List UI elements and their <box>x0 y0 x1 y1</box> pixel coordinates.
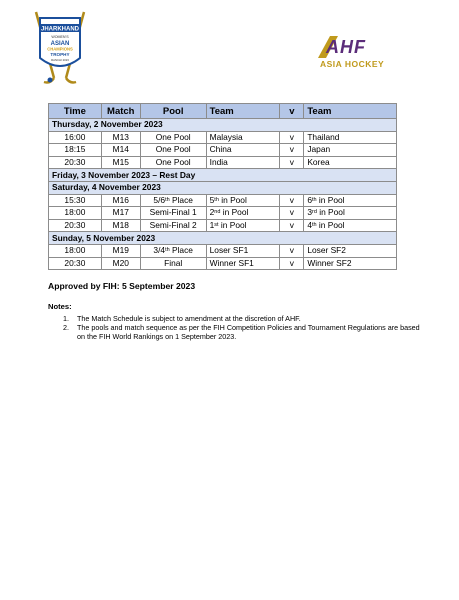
table-row <box>49 244 397 257</box>
day-label: Sunday, 5 November 2023 <box>49 232 397 245</box>
cell-match: M14 <box>101 144 140 157</box>
cell-match: M19 <box>101 244 140 257</box>
match-schedule-table <box>48 103 397 270</box>
note-number: 1. <box>63 314 69 323</box>
cell-time: 18:15 <box>49 144 102 157</box>
col-header-pool: Pool <box>140 104 206 119</box>
col-header-team: Team <box>206 104 280 119</box>
day-row <box>49 181 397 194</box>
cell-team2: Japan <box>304 144 397 157</box>
cell-pool: One Pool <box>140 131 206 144</box>
cell-match: M17 <box>101 207 140 220</box>
cell-v: v <box>280 156 304 169</box>
day-row <box>49 169 397 182</box>
cell-team1: Loser SF1 <box>206 244 280 257</box>
logo-line-ranchi: RANCHI 2023 <box>51 58 69 62</box>
cell-team1: 2nd in Pool <box>206 207 280 220</box>
col-header-team: Team <box>304 104 397 119</box>
cell-team2: Korea <box>304 156 397 169</box>
cell-team1: Malaysia <box>206 131 280 144</box>
cell-match: M15 <box>101 156 140 169</box>
table-row <box>49 156 397 169</box>
note-text: The Match Schedule is subject to amendment at the discretion of AHF. <box>77 314 301 323</box>
cell-time: 18:00 <box>49 244 102 257</box>
cell-time: 20:30 <box>49 219 102 232</box>
cell-team1: 1st in Pool <box>206 219 280 232</box>
cell-pool: 3/4th Place <box>140 244 206 257</box>
cell-match: M18 <box>101 219 140 232</box>
notes-list <box>48 314 428 341</box>
cell-v: v <box>280 144 304 157</box>
day-label: Thursday, 2 November 2023 <box>49 119 397 132</box>
tournament-logo <box>30 8 90 88</box>
cell-time: 20:30 <box>49 156 102 169</box>
table-header-row <box>49 104 397 119</box>
cell-team1: Winner SF1 <box>206 257 280 270</box>
cell-team2: 4th in Pool <box>304 219 397 232</box>
table-row <box>49 219 397 232</box>
logo-line-asian: ASIAN <box>50 41 70 47</box>
cell-team1: China <box>206 144 280 157</box>
cell-match: M16 <box>101 194 140 207</box>
table-row <box>49 257 397 270</box>
cell-team2: Thailand <box>304 131 397 144</box>
table-row <box>49 131 397 144</box>
day-label: Friday, 3 November 2023 – Rest Day <box>49 169 397 182</box>
col-header-time: Time <box>49 104 102 119</box>
cell-v: v <box>280 219 304 232</box>
cell-pool: Final <box>140 257 206 270</box>
cell-time: 18:00 <box>49 207 102 220</box>
approval-statement: Approved by FIH: 5 September 2023 <box>48 281 196 291</box>
table-row <box>49 144 397 157</box>
day-row <box>49 232 397 245</box>
cell-match: M13 <box>101 131 140 144</box>
day-row <box>49 119 397 132</box>
ahf-logo-text: AHF <box>326 37 366 57</box>
day-label: Saturday, 4 November 2023 <box>49 181 397 194</box>
logo-line-jharkhand: JHARKHAND <box>40 26 80 33</box>
note-text: The pools and match sequence as per the FIH Competition Policies and Tournament Regulations are based on the FIH World Rankings on 1 September 2023. <box>77 323 420 341</box>
cell-pool: One Pool <box>140 144 206 157</box>
cell-v: v <box>280 131 304 144</box>
cell-team2: 6th in Pool <box>304 194 397 207</box>
cell-team1: 5th in Pool <box>206 194 280 207</box>
logo-line-trophy: TROPHY <box>50 52 70 57</box>
cell-match: M20 <box>101 257 140 270</box>
cell-time: 20:30 <box>49 257 102 270</box>
note-number: 2. <box>63 323 69 332</box>
table-row <box>49 207 397 220</box>
col-header-match: Match <box>101 104 140 119</box>
note-item <box>48 323 428 341</box>
cell-time: 15:30 <box>49 194 102 207</box>
cell-v: v <box>280 244 304 257</box>
logo-line-champions: CHAMPIONS <box>47 46 73 52</box>
col-header-v: v <box>280 104 304 119</box>
cell-pool: Semi-Final 1 <box>140 207 206 220</box>
cell-time: 16:00 <box>49 131 102 144</box>
asia-hockey-logo-text: ASIA HOCKEY <box>320 59 385 69</box>
cell-team2: Loser SF2 <box>304 244 397 257</box>
cell-team2: 3rd in Pool <box>304 207 397 220</box>
cell-v: v <box>280 207 304 220</box>
logo-line-womens: WOMEN'S <box>51 35 69 39</box>
note-item <box>48 314 428 323</box>
notes-heading: Notes: <box>48 302 72 311</box>
cell-team2: Winner SF2 <box>304 257 397 270</box>
cell-pool: Semi-Final 2 <box>140 219 206 232</box>
cell-pool: 5/6th Place <box>140 194 206 207</box>
table-row <box>49 194 397 207</box>
cell-team1: India <box>206 156 280 169</box>
cell-pool: One Pool <box>140 156 206 169</box>
cell-v: v <box>280 257 304 270</box>
cell-v: v <box>280 194 304 207</box>
